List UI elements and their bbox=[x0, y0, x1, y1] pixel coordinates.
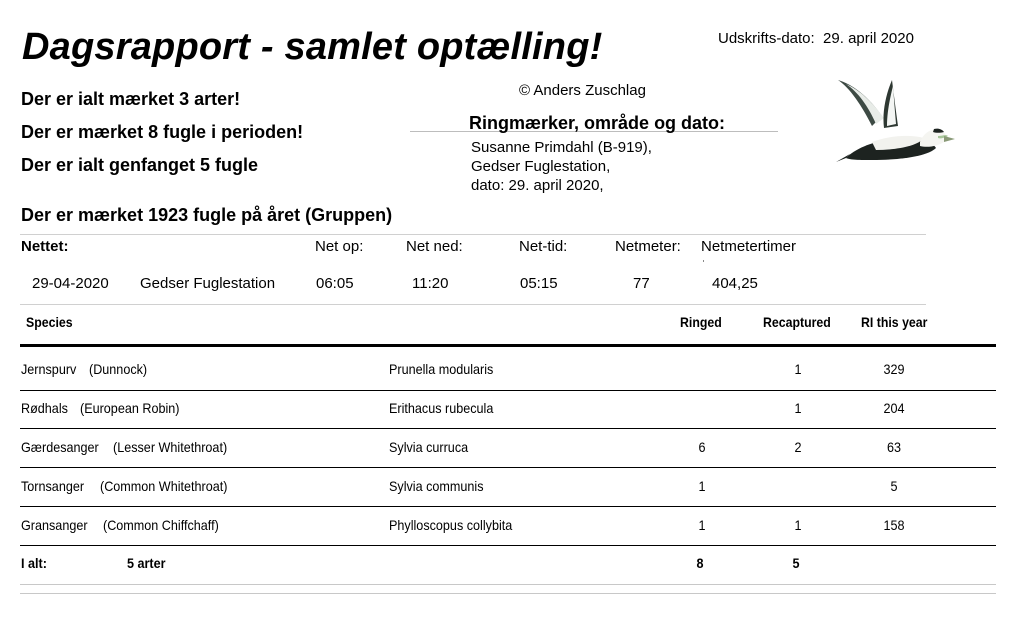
species-danish: Tornsanger bbox=[21, 478, 85, 494]
ringer-date: dato: 29. april 2020, bbox=[471, 177, 604, 194]
col-header-ri: RI this year bbox=[861, 314, 928, 330]
row-divider bbox=[20, 467, 996, 468]
print-date-label: Udskrifts-dato: bbox=[718, 30, 815, 47]
net-down-label: Net ned: bbox=[406, 238, 463, 255]
recaptured-count: 2 bbox=[794, 439, 802, 455]
species-english: (Dunnock) bbox=[89, 361, 148, 377]
summary-species-count: Der er ialt mærket 3 arter! bbox=[21, 89, 241, 109]
species-danish: Jernspurv bbox=[21, 361, 77, 377]
species-danish: Gransanger bbox=[21, 517, 88, 533]
print-date-value: 29. april 2020 bbox=[823, 30, 914, 47]
species-english: (Lesser Whitethroat) bbox=[113, 439, 228, 455]
net-date-value: 29-04-2020 bbox=[32, 275, 109, 292]
net-hours-value: 404,25 bbox=[712, 275, 758, 292]
net-hours-label: Netmetertimer bbox=[701, 238, 797, 255]
page-title: Dagsrapport - samlet optælling! bbox=[22, 26, 603, 68]
footer-divider bbox=[20, 593, 996, 594]
total-label: I alt: bbox=[21, 555, 47, 571]
species-latin: Sylvia curruca bbox=[389, 439, 469, 455]
col-header-recaptured: Recaptured bbox=[763, 314, 831, 330]
species-latin: Erithacus rubecula bbox=[389, 400, 494, 416]
ringed-count: 1 bbox=[698, 517, 706, 533]
summary-recaptured: Der er ialt genfanget 5 fugle bbox=[21, 155, 259, 175]
species-english: (European Robin) bbox=[80, 400, 180, 416]
net-bottom-divider bbox=[20, 304, 926, 305]
eider-duck-icon bbox=[832, 76, 956, 166]
row-divider bbox=[20, 390, 996, 391]
species-danish: Gærdesanger bbox=[21, 439, 99, 455]
ringer-name: Susanne Primdahl (B-919), bbox=[471, 139, 652, 156]
ri-count: 63 bbox=[886, 439, 902, 455]
season-total: Der er mærket 1923 fugle på året (Gruppen) bbox=[21, 205, 393, 225]
recaptured-count: 1 bbox=[794, 517, 802, 533]
net-label: Nettet: bbox=[21, 238, 69, 255]
species-danish: Rødhals bbox=[21, 400, 68, 416]
species-latin: Prunella modularis bbox=[389, 361, 494, 377]
net-hours-marker bbox=[703, 260, 704, 262]
row-divider bbox=[20, 506, 996, 507]
net-time-label: Net-tid: bbox=[519, 238, 568, 255]
col-header-species: Species bbox=[26, 314, 73, 330]
table-header-rule bbox=[20, 344, 996, 347]
species-english: (Common Whitethroat) bbox=[100, 478, 228, 494]
net-up-label: Net op: bbox=[315, 238, 364, 255]
net-up-value: 06:05 bbox=[316, 275, 354, 292]
total-divider bbox=[20, 584, 996, 585]
col-header-ringed: Ringed bbox=[680, 314, 722, 330]
recaptured-count: 1 bbox=[794, 361, 802, 377]
ringed-count: 6 bbox=[698, 439, 706, 455]
net-down-value: 11:20 bbox=[412, 275, 449, 292]
recaptured-count: 1 bbox=[794, 400, 802, 416]
species-english: (Common Chiffchaff) bbox=[103, 517, 219, 533]
species-latin: Sylvia communis bbox=[389, 478, 484, 494]
net-meters-value: 77 bbox=[633, 275, 650, 292]
net-top-divider bbox=[20, 234, 926, 235]
row-divider bbox=[20, 428, 996, 429]
ri-count: 204 bbox=[883, 400, 905, 416]
total-recaptured: 5 bbox=[792, 555, 800, 571]
net-station-value: Gedser Fuglestation bbox=[140, 275, 276, 292]
species-latin: Phylloscopus collybita bbox=[389, 517, 513, 533]
ringed-count: 1 bbox=[698, 478, 706, 494]
net-meters-label: Netmeter: bbox=[615, 238, 681, 255]
copyright: © Anders Zuschlag bbox=[519, 82, 646, 99]
total-ringed: 8 bbox=[696, 555, 704, 571]
ringer-heading: Ringmærker, område og dato: bbox=[469, 113, 726, 133]
summary-birds-ringed: Der er mærket 8 fugle i perioden! bbox=[21, 122, 304, 142]
ri-count: 329 bbox=[883, 361, 905, 377]
print-date bbox=[718, 30, 914, 47]
ringer-location: Gedser Fuglestation, bbox=[471, 158, 611, 175]
total-species-count: 5 arter bbox=[127, 555, 166, 571]
row-divider bbox=[20, 545, 996, 546]
ri-count: 158 bbox=[883, 517, 905, 533]
net-time-value: 05:15 bbox=[520, 275, 558, 292]
ri-count: 5 bbox=[890, 478, 898, 494]
